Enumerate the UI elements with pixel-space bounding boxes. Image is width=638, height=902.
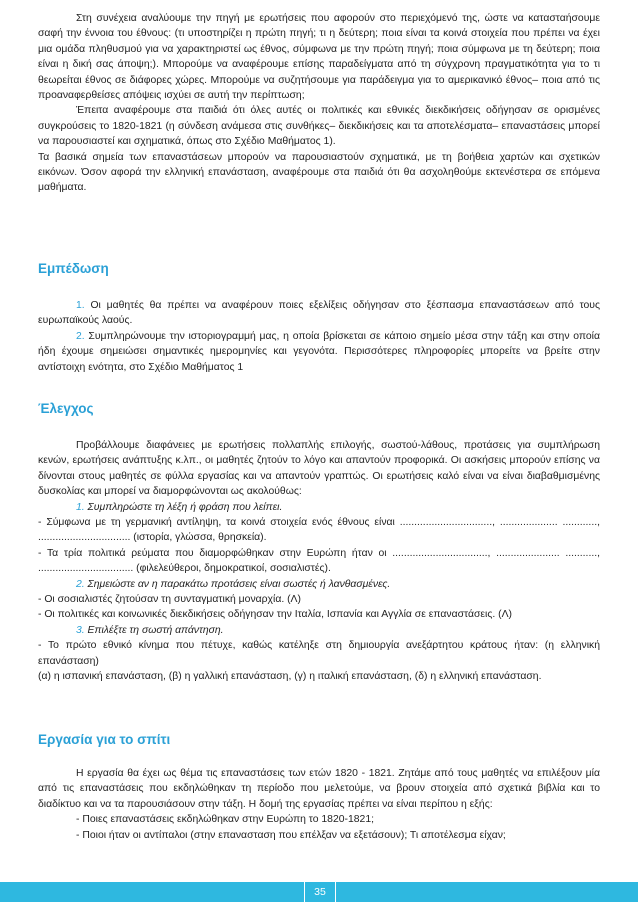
homework-block bbox=[38, 766, 600, 843]
question-1-title bbox=[38, 500, 600, 515]
question-2-line-2: - Οι πολιτικές και κοινωνικές διεκδικήσεις οδήγησαν την Ιταλία, Ισπανία και Αγγλία σε επαναστάσεις. (Λ) bbox=[38, 609, 512, 621]
question-title-text: Συμπληρώστε τη λέξη ή φράση που λείπει. bbox=[84, 501, 283, 513]
question-number: 1. bbox=[76, 501, 85, 513]
intro-paragraph-2: Έπειτα αναφέρουμε στα παιδιά ότι όλες αυτές οι πολιτικές και εθνικές διεκδικήσεις οδήγησαν σε ορισμένες συγκρούσεις το 1820-1821 (η σύνδεση ανάμεσα στις συνθήκες– διεκδικήσεις και τα αποτελέσματα– επαναστάσεις μπορεί να παρουσιαστεί και σχηματικά, όπως στο Σχέδιο Μαθήματος 1). bbox=[38, 105, 600, 148]
question-3-line-1: - Το πρώτο εθνικό κίνημα που πέτυχε, καθώς κατέληξε στη δημιουργία ανεξάρτητου κράτους ήταν: (η ελληνική επανάσταση) bbox=[38, 640, 600, 667]
question-title-text: Επιλέξτε τη σωστή απάντηση. bbox=[84, 624, 224, 636]
question-1-line-1: - Σύμφωνα με τη γερμανική αντίληψη, τα κοινά στοιχεία ενός έθνους είναι ................................, .................... ............, ................................ (ιστορία, γλώσσα, θρησκεία). bbox=[38, 517, 600, 544]
question-number: 3. bbox=[76, 624, 85, 636]
section-heading-empedosi: Εμπέδωση bbox=[38, 261, 109, 276]
item-text: Συμπληρώνουμε την ιστοριογραμμή μας, η οποία βρίσκεται σε κάποιο σημείο μέσα στην τάξη και στην οποία ήδη έχουμε σημειώσει σημαντικές ημερομηνίες και γεγονότα. Περισσότερες πληροφορίες μπορείτε να βρείτε στην αντίστοιχη ενότητα, στο Σχέδιο Μαθήματος 1 bbox=[38, 330, 600, 373]
intro-paragraph-3: Τα βασικά σημεία των επαναστάσεων μπορούν να παρουσιαστούν σχηματικά, με τη βοήθεια χαρτών και σχετικών εικόνων. Όσον αφορά την ελληνική επανάσταση, αναφέρουμε στα παιδιά ότι θα ασχοληθούμε εκτενέστερα σε επόμενα μαθήματα. bbox=[38, 151, 600, 194]
elegxos-block bbox=[38, 438, 600, 685]
question-2-line-1: - Οι σοσιαλιστές ζητούσαν τη συνταγματική μοναρχία. (Λ) bbox=[38, 594, 301, 606]
question-3-line-2: (α) η ισπανική επανάσταση, (β) η γαλλική επανάσταση, (γ) η ιταλική επανάσταση, (δ) η ελληνική επανάσταση. bbox=[38, 671, 542, 683]
question-1-line-2: - Τα τρία πολιτικά ρεύματα που διαμορφώθηκαν στην Ευρώπη ήταν οι ................................., ...................... ..........., ................................. (φιλελεύθεροι, δημοκρατικοί, σοσιαλιστές). bbox=[38, 547, 600, 575]
section-heading-homework: Εργασία για το σπίτι bbox=[38, 732, 171, 747]
elegxos-intro: Προβάλλουμε διαφάνειες με ερωτήσεις πολλαπλής επιλογής, σωστού-λάθους, προτάσεις για συμπλήρωση κενών, ερωτήσεις ανάπτυξης κ.λπ., οι μαθητές ζητούν το λόγο και απαντούν προφορικά. Οι ασκήσεις μπορούν επίσης να δίνονται στους μαθητές σε φύλλα εργασίας και να απαντούν γραπτώς. Οι ερωτήσεις καλό είναι να είναι διαβαθμισμένης δυσκολίας και μπορεί να διαμορφώνονται ως ακολούθως: bbox=[38, 440, 600, 498]
homework-intro: Η εργασία θα έχει ως θέμα τις επαναστάσεις των ετών 1820 - 1821. Ζητάμε από τους μαθητές να επιλέξουν μία από τις επαναστάσεις που εκδηλώθηκαν τη περίοδο που μελετούμε, να βρουν στοιχεία από σχετικά βιβλία και το διαδίκτυο και να τα παρουσιάσουν στην τάξη. Η δομή της εργασίας πρέπει να είναι περίπου η εξής: bbox=[38, 768, 600, 810]
intro-paragraph-1: Στη συνέχεια αναλύουμε την πηγή με ερωτήσεις που αφορούν στο περιεχόμενό της, ώστε να κατασταήσουμε σαφή την έννοια του έθνους: (τι υποστηρίζει η πρώτη πηγή; τι η δεύτερη; ποια είναι τα κοινά στοιχεία που πρέπει να έχει μια ομάδα πληθυσμού για να χαρακτηριστεί ως έθνος, σύμφωνα με την πρώτη πηγή; ποια σύμφωνα με τη δεύτερη; ποια είναι η δική σας άποψη;). Μπορούμε να αναφέρουμε επίσης παραδείγματα από τη σύγχρονη πραγματικότητα για το τι θεωρείται έθνος σε διάφορες χώρες. Μπορούμε να συζητήσουμε για παράδειγμα για το αμερικανικό έθνος– ποια από τις προαναφερθείσες απόψεις ισχύει σε αυτή την περίπτωση; bbox=[38, 13, 600, 102]
homework-item-1: - Ποιες επαναστάσεις εκδηλώθηκαν στην Ευρώπη το 1820-1821; bbox=[76, 814, 374, 826]
empedosi-block bbox=[38, 298, 600, 375]
empedosi-item-2 bbox=[38, 329, 600, 375]
section-heading-elegxos: Έλεγχος bbox=[38, 401, 94, 416]
homework-item-2: - Ποιοι ήταν οι αντίπαλοι (στην επανασταση που επέλξαν να εξετάσουν); Τι αποτέλεσμα είχαν; bbox=[76, 829, 506, 841]
empedosi-item-1 bbox=[38, 298, 600, 329]
item-number: 2. bbox=[76, 330, 85, 342]
item-number: 1. bbox=[76, 300, 85, 311]
footer-bar bbox=[0, 882, 638, 902]
intro-block bbox=[38, 11, 600, 196]
page-number: 35 bbox=[304, 882, 336, 902]
question-2-title bbox=[38, 577, 600, 592]
question-number: 2. bbox=[76, 578, 85, 590]
question-3-title bbox=[38, 623, 600, 638]
question-title-text: Σημειώστε αν η παρακάτω προτάσεις είναι σωστές ή λανθασμένες. bbox=[84, 578, 391, 590]
item-text: Οι μαθητές θα πρέπει να αναφέρουν ποιες εξελίξεις οδήγησαν στο ξέσπασμα επαναστάσεων από τους ευρωπαϊκούς λαούς. bbox=[38, 300, 600, 327]
